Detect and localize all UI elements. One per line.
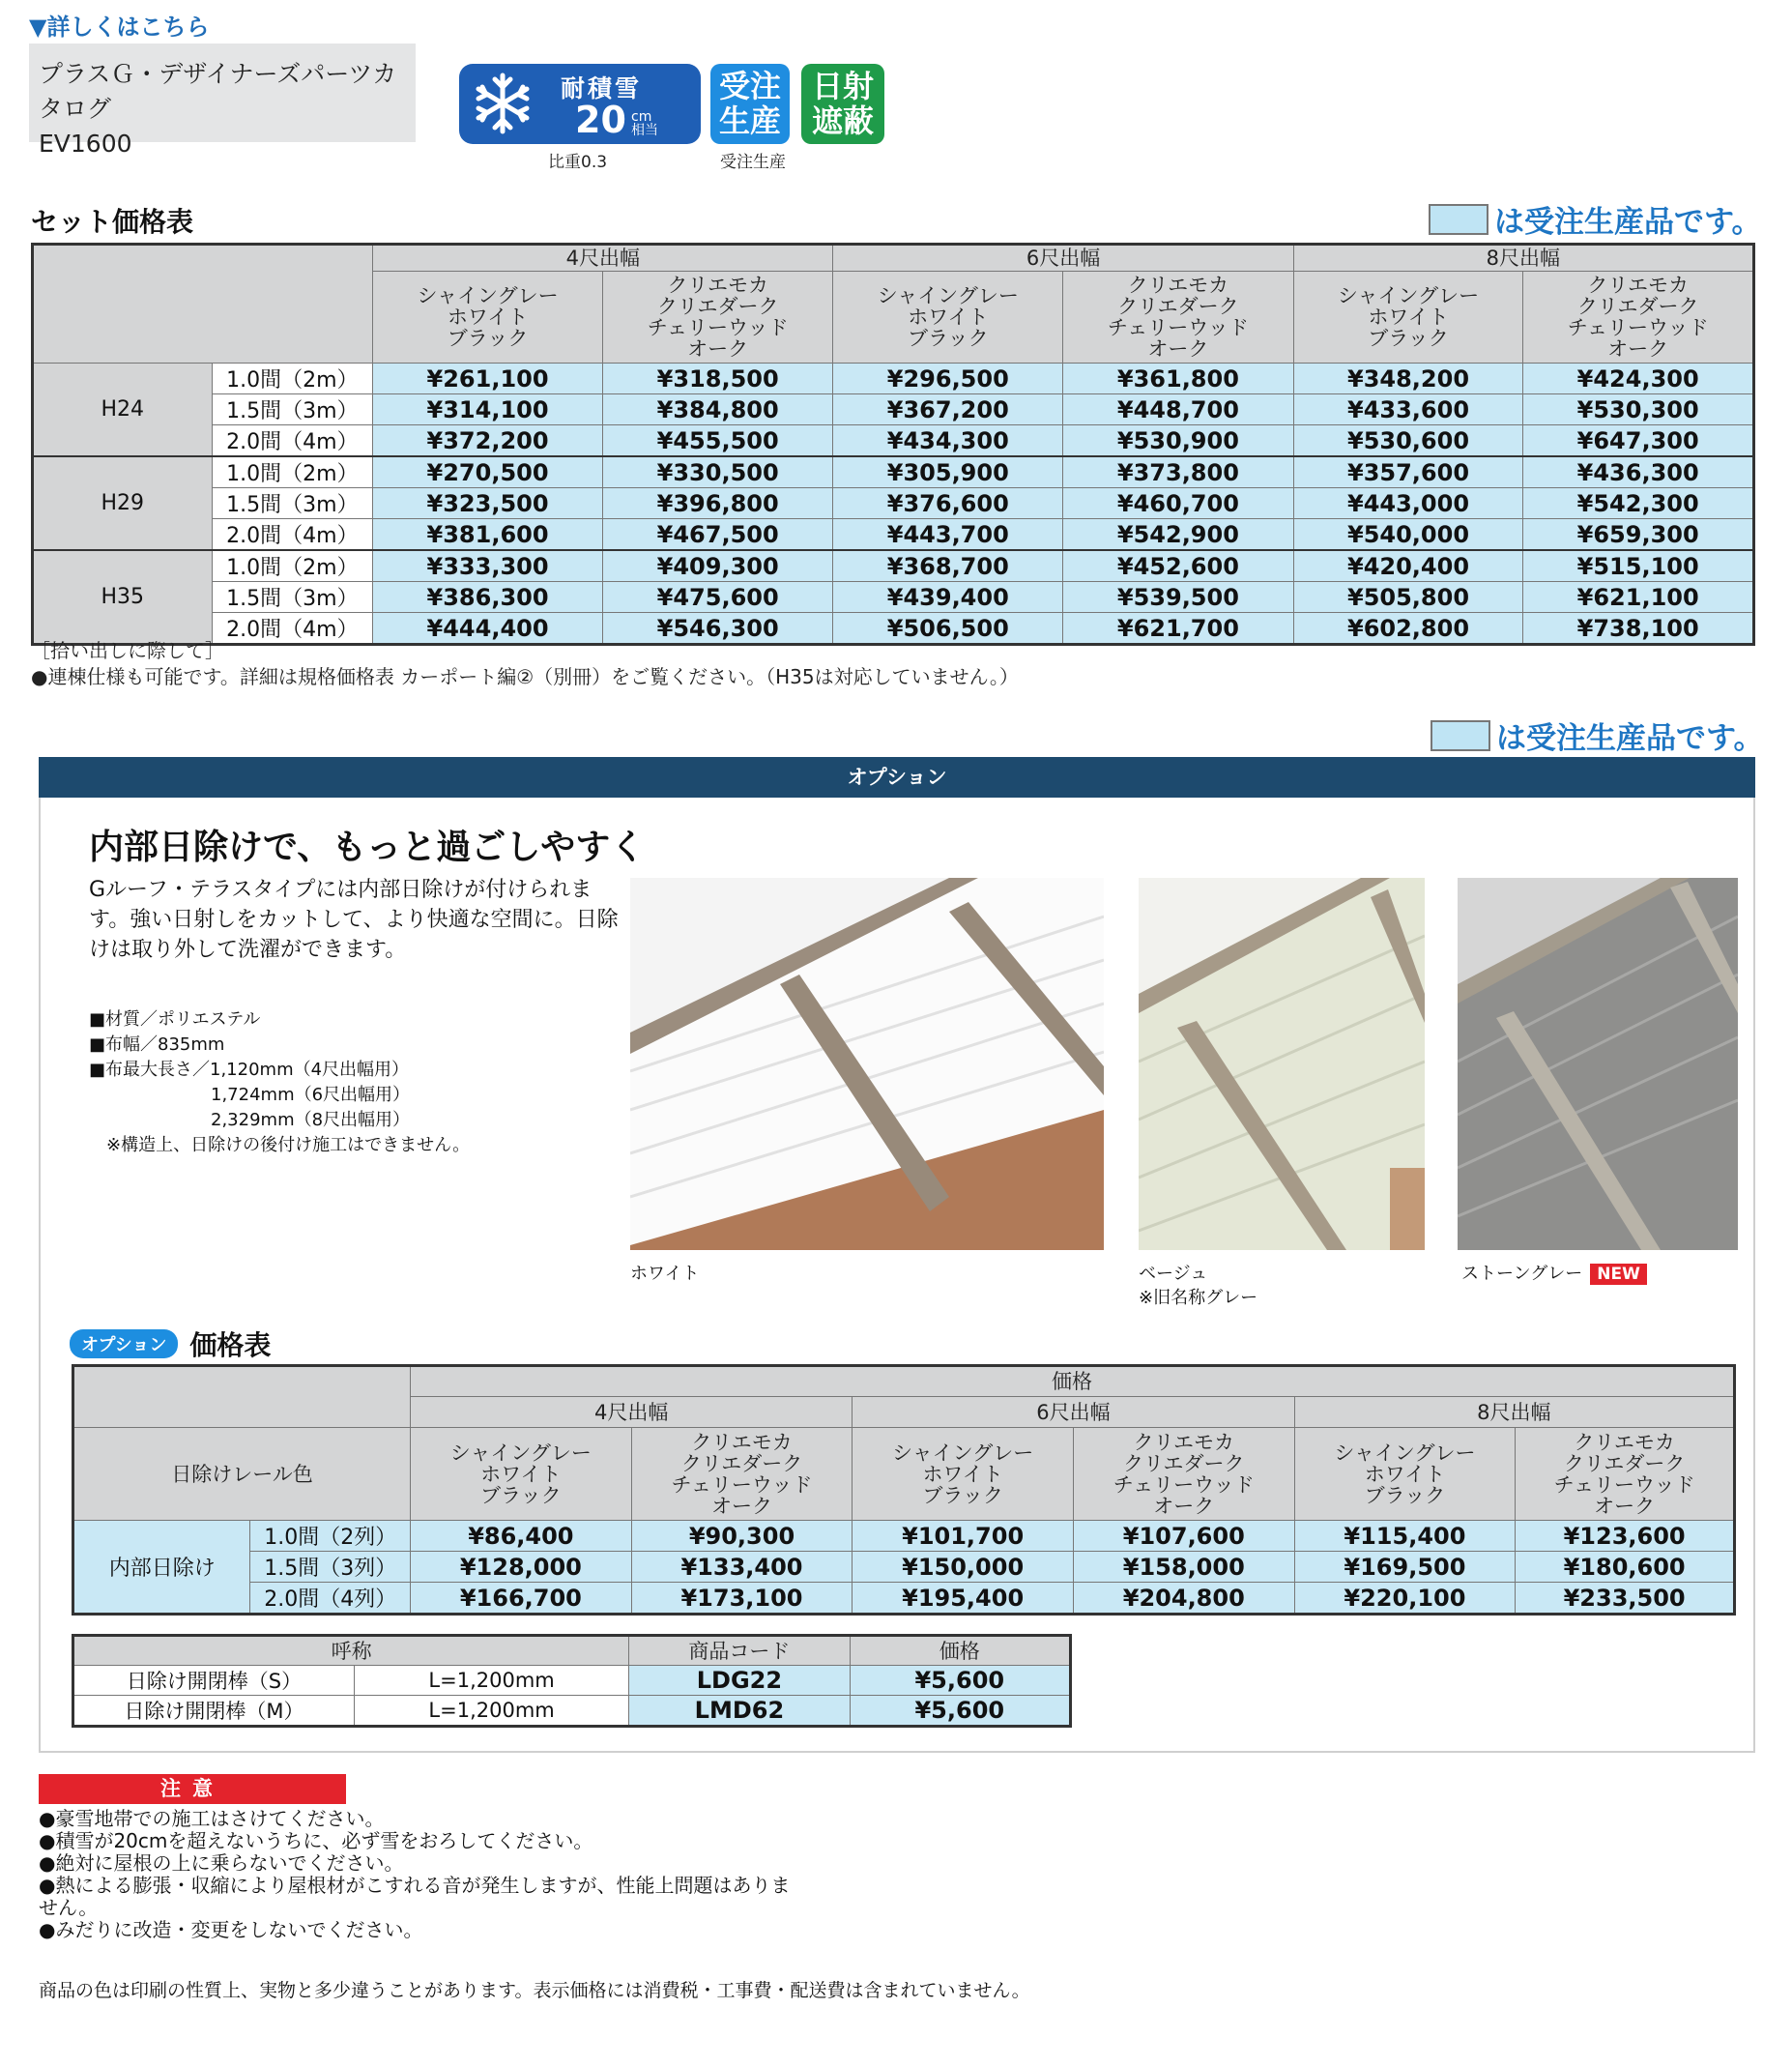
price-cell: ¥373,800 [1063,456,1294,488]
code-header: 商品コード [629,1636,850,1666]
price-cell: ¥659,300 [1523,519,1754,551]
photo-caption-stone: ストーングレー NEW [1461,1260,1647,1285]
price-cell: ¥434,300 [833,425,1063,457]
photo-caption-beige: ベージュ [1139,1264,1208,1284]
table-corner [33,245,373,364]
color-group-a: シャイングレー ホワイト ブラック [373,272,603,364]
price-cell: ¥261,100 [373,364,603,394]
price-cell: ¥439,400 [833,582,1063,613]
height-label: H24 [33,364,213,457]
spec-length-6: 1,724mm（6尺出幅用） [89,1085,411,1105]
price-cell: ¥381,600 [373,519,603,551]
color-group-b: クリエモカ クリエダーク チェリーウッド オーク [631,1428,853,1521]
price-cell: ¥305,900 [833,456,1063,488]
size-label: 2.0間（4m） [212,613,373,645]
name-header: 呼称 [73,1636,629,1666]
stone-gray-shade-photo [1458,878,1738,1250]
size-label: 1.0間（2m） [212,456,373,488]
price-cell: ¥542,900 [1063,519,1294,551]
snow-load-badge [459,64,701,144]
price-cell: ¥123,600 [1516,1521,1735,1552]
order-legend-2: は受注生産品です。 [1431,713,1764,757]
price-cell: ¥424,300 [1523,364,1754,394]
size-label: 1.0間（2m） [212,550,373,582]
price-cell: ¥367,200 [833,394,1063,425]
price-cell: ¥384,800 [602,394,833,425]
new-badge: NEW [1590,1264,1647,1285]
made-to-order-badge: 受注 生産 [710,64,790,144]
color-group-b: クリエモカ クリエダーク チェリーウッド オーク [1516,1428,1735,1521]
price-cell: ¥455,500 [602,425,833,457]
price-cell: ¥436,300 [1523,456,1754,488]
caution-item: ●豪雪地帯での施工はさけてください。 [39,1807,385,1830]
price-cell: ¥90,300 [631,1521,853,1552]
caution-item: ●積雪が20cmを超えないうちに、必ず雪をおろしてください。 [39,1829,593,1852]
price-cell: ¥368,700 [833,550,1063,582]
price-cell: ¥296,500 [833,364,1063,394]
color-group-b: クリエモカ クリエダーク チェリーウッド オーク [1073,1428,1294,1521]
option-header-bar: オプション [39,757,1755,798]
price-cell: ¥357,600 [1293,456,1523,488]
spec-caution: ※構造上、日除けの後付け施工はできません。 [89,1135,471,1155]
option-price-heading [70,1325,271,1363]
price-cell: ¥444,400 [373,613,603,645]
color-group-b: クリエモカ クリエダーク チェリーウッド オーク [1063,272,1294,364]
price-cell: ¥539,500 [1063,582,1294,613]
price-cell: ¥158,000 [1073,1552,1294,1583]
price-cell: ¥361,800 [1063,364,1294,394]
catalog-box [29,44,416,158]
legend-swatch [1429,204,1489,235]
size-label: 1.5間（3m） [212,394,373,425]
inner-shade-label: 内部日除け [73,1521,250,1615]
caution-bar: 注意 [39,1774,346,1804]
color-group-a: シャイングレー ホワイト ブラック [853,1428,1074,1521]
price-cell: ¥107,600 [1073,1521,1294,1552]
price-cell: ¥233,500 [1516,1583,1735,1615]
price-cell: ¥540,000 [1293,519,1523,551]
pickup-note-heading: ［拾い出しに際して］ [31,639,224,662]
height-label: H35 [33,550,213,645]
price-cell: ¥546,300 [602,613,833,645]
table-row [33,519,1754,551]
connected-spec-note: ●連棟仕様も可能です。詳細は規格価格表 カーポート編②（別冊）をご覧ください。（H35は対応していません。） [31,665,1019,688]
table-row [73,1521,1735,1552]
snow-label: 耐積雪 [561,74,643,102]
projection-header: 4尺出幅 [411,1397,853,1428]
price-cell: ¥314,100 [373,394,603,425]
price-cell: ¥180,600 [1516,1552,1735,1583]
spec-length-8: 2,329mm（8尺出幅用） [89,1110,411,1130]
projection-header: 6尺出幅 [833,245,1293,272]
table-row [33,488,1754,519]
projection-header: 8尺出幅 [1293,245,1753,272]
table-row [33,582,1754,613]
price-cell: ¥150,000 [853,1552,1074,1583]
table-row [73,1583,1735,1615]
part-spec: L=1,200mm [354,1696,628,1727]
price-cell: ¥270,500 [373,456,603,488]
size-label: 2.0間（4m） [212,425,373,457]
price-cell: ¥515,100 [1523,550,1754,582]
snow-caption: 比重0.3 [548,153,608,172]
option-pill: オプション [70,1329,178,1358]
projection-header: 6尺出幅 [853,1397,1294,1428]
caution-item: ●みだりに改造・変更をしないでください。 [39,1918,423,1941]
price-cell: ¥101,700 [853,1521,1074,1552]
price-cell: ¥530,600 [1293,425,1523,457]
price-cell: ¥396,800 [602,488,833,519]
table-row [33,394,1754,425]
caution-item: ●絶対に屋根の上に乗らないでください。 [39,1851,404,1875]
parts-row [73,1696,1071,1727]
price-cell: ¥204,800 [1073,1583,1294,1615]
part-price: ¥5,600 [850,1696,1070,1727]
price-cell: ¥330,500 [602,456,833,488]
spec-width: ■布幅／835mm [89,1034,225,1055]
table-row [33,364,1754,394]
price-cell: ¥443,000 [1293,488,1523,519]
spec-list [89,1007,470,1158]
caution-item: ●熱による膨張・収縮により屋根材がこすれる音が発生しますが、性能上問題はありません。 [39,1874,791,1919]
part-price: ¥5,600 [850,1666,1070,1696]
price-cell: ¥376,600 [833,488,1063,519]
part-name: 日除け開閉棒（S） [73,1666,355,1696]
size-label: 2.0間（4列） [250,1583,411,1615]
height-label: H29 [33,456,213,550]
rail-color-label: 日除けレール色 [73,1428,411,1521]
price-cell: ¥506,500 [833,613,1063,645]
price-cell: ¥460,700 [1063,488,1294,519]
table-row [33,550,1754,582]
spec-length: ■布最大長さ／1,120mm（4尺出幅用） [89,1060,410,1080]
price-cell: ¥542,300 [1523,488,1754,519]
spec-material: ■材質／ポリエステル [89,1009,261,1030]
beige-shade-photo [1139,878,1425,1250]
price-cell: ¥195,400 [853,1583,1074,1615]
price-cell: ¥115,400 [1294,1521,1516,1552]
snow-value: 20 [575,99,626,141]
price-cell: ¥505,800 [1293,582,1523,613]
option-headline: 内部日除けで、もっと過ごしやすく [89,828,646,867]
projection-header: 8尺出幅 [1294,1397,1734,1428]
price-cell: ¥128,000 [411,1552,632,1583]
option-description: Gルーフ・テラスタイプには内部日除けが付けられます。強い日射しをカットして、より快適な空間に。日除けは取り外して洗濯ができます。 [89,878,619,962]
color-group-a: シャイングレー ホワイト ブラック [833,272,1063,364]
price-header: 価格 [411,1366,1735,1397]
size-label: 1.5間（3m） [212,582,373,613]
price-cell: ¥621,700 [1063,613,1294,645]
white-shade-photo [630,878,1104,1250]
size-label: 1.5間（3m） [212,488,373,519]
color-group-b: クリエモカ クリエダーク チェリーウッド オーク [1523,272,1754,364]
catalog-title: プラスＧ・デザイナーズパーツカタログ [39,60,397,123]
part-spec: L=1,200mm [354,1666,628,1696]
table-corner [73,1366,411,1428]
option-price-table [72,1364,1736,1616]
photo-caption-beige-note: ※旧名称グレー [1139,1288,1258,1308]
size-label: 1.0間（2列） [250,1521,411,1552]
price-cell: ¥386,300 [373,582,603,613]
footer-note: 商品の色は印刷の性質上、実物と多少違うことがあります。表示価格には消費税・工事費・配送費は含まれていません。 [39,1980,1030,2001]
price-cell: ¥318,500 [602,364,833,394]
color-group-b: クリエモカ クリエダーク チェリーウッド オーク [602,272,833,364]
legend-swatch [1431,720,1490,751]
table-row [33,613,1754,645]
color-group-a: シャイングレー ホワイト ブラック [1294,1428,1516,1521]
color-group-a: シャイングレー ホワイト ブラック [411,1428,632,1521]
price-cell: ¥433,600 [1293,394,1523,425]
set-price-title: セット価格表 [31,206,194,238]
price-cell: ¥333,300 [373,550,603,582]
size-label: 1.0間（2m） [212,364,373,394]
table-row [33,425,1754,457]
part-code: LDG22 [629,1666,850,1696]
price-cell: ¥467,500 [602,519,833,551]
price-cell: ¥86,400 [411,1521,632,1552]
size-label: 2.0間（4m） [212,519,373,551]
price-cell: ¥602,800 [1293,613,1523,645]
price-cell: ¥166,700 [411,1583,632,1615]
projection-header: 4尺出幅 [373,245,833,272]
order-caption: 受注生産 [720,153,786,172]
snowflake-icon [469,70,536,137]
price-cell: ¥372,200 [373,425,603,457]
price-header: 価格 [850,1636,1070,1666]
table-row [73,1552,1735,1583]
price-cell: ¥452,600 [1063,550,1294,582]
price-cell: ¥448,700 [1063,394,1294,425]
part-name: 日除け開閉棒（M） [73,1696,355,1727]
parts-price-table [72,1634,1072,1728]
price-cell: ¥420,400 [1293,550,1523,582]
option-price-title: 価格表 [189,1329,272,1361]
price-cell: ¥220,100 [1294,1583,1516,1615]
price-cell: ¥323,500 [373,488,603,519]
price-cell: ¥647,300 [1523,425,1754,457]
sun-shading-badge: 日射 遮蔽 [801,64,884,144]
caution-list [39,1808,812,1941]
price-cell: ¥621,100 [1523,582,1754,613]
price-cell: ¥169,500 [1294,1552,1516,1583]
color-group-a: シャイングレー ホワイト ブラック [1293,272,1523,364]
size-label: 1.5間（3列） [250,1552,411,1583]
price-cell: ¥475,600 [602,582,833,613]
price-cell: ¥738,100 [1523,613,1754,645]
price-cell: ¥530,300 [1523,394,1754,425]
price-cell: ¥348,200 [1293,364,1523,394]
price-cell: ¥409,300 [602,550,833,582]
parts-row [73,1666,1071,1696]
catalog-code: EV1600 [39,130,132,158]
table-row [33,456,1754,488]
more-details-link[interactable]: ▼詳しくはこちら [29,14,210,41]
price-cell: ¥173,100 [631,1583,853,1615]
photo-caption-white: ホワイト [630,1264,700,1284]
set-price-table [31,243,1755,646]
price-cell: ¥530,900 [1063,425,1294,457]
part-code: LMD62 [629,1696,850,1727]
price-cell: ¥133,400 [631,1552,853,1583]
order-legend: は受注生産品です。 [1429,197,1762,241]
price-cell: ¥443,700 [833,519,1063,551]
snow-unit: cm 相当 [631,109,658,138]
